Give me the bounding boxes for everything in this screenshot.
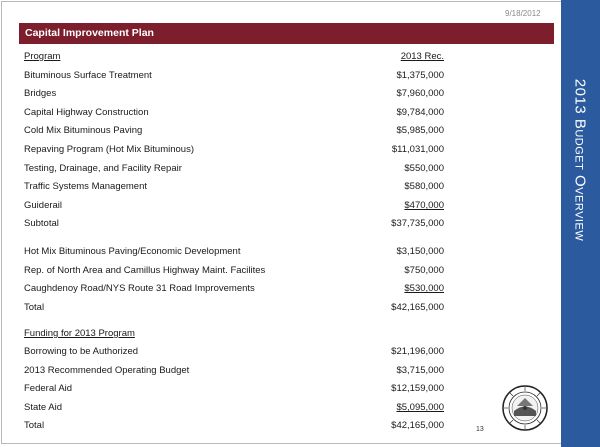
column-header-row xyxy=(24,50,444,64)
slide-date: 9/18/2012 xyxy=(505,9,541,18)
row-label: Capital Highway Construction xyxy=(24,107,149,118)
row-label: Caughdenoy Road/NYS Route 31 Road Improvements xyxy=(24,283,255,294)
side-title: 2013 Budget Overview xyxy=(571,78,589,242)
table-row xyxy=(24,364,444,378)
table-row xyxy=(24,106,444,120)
table-row xyxy=(24,124,444,138)
table-row xyxy=(24,282,444,296)
table-row xyxy=(24,345,444,359)
total-row xyxy=(24,419,444,433)
row-value: $530,000 xyxy=(404,283,444,294)
row-value: $3,715,000 xyxy=(396,365,444,376)
row-value: $470,000 xyxy=(404,200,444,211)
county-seal-icon xyxy=(501,384,549,432)
row-label: Hot Mix Bituminous Paving/Economic Development xyxy=(24,246,241,257)
table-row xyxy=(24,162,444,176)
row-label: Borrowing to be Authorized xyxy=(24,346,139,357)
row-label: Cold Mix Bituminous Paving xyxy=(24,125,143,136)
column-header-rec: 2013 Rec. xyxy=(400,51,444,62)
table-row xyxy=(24,143,444,157)
table-row xyxy=(24,199,444,213)
funding-header-row xyxy=(24,327,444,341)
row-label: Guiderail xyxy=(24,200,63,211)
row-value: $1,375,000 xyxy=(396,70,444,81)
row-label: Bituminous Surface Treatment xyxy=(24,70,152,81)
table-row xyxy=(24,264,444,278)
row-value: $21,196,000 xyxy=(391,346,444,357)
row-label: 2013 Recommended Operating Budget xyxy=(24,365,190,376)
row-value: $5,095,000 xyxy=(396,402,444,413)
funding-header: Funding for 2013 Program xyxy=(24,328,135,339)
table-row xyxy=(24,87,444,101)
row-value: $750,000 xyxy=(404,265,444,276)
subtotal-row xyxy=(24,217,444,231)
row-value: $12,159,000 xyxy=(391,383,444,394)
row-value: $550,000 xyxy=(404,163,444,174)
row-value: $580,000 xyxy=(404,181,444,192)
row-label: Testing, Drainage, and Facility Repair xyxy=(24,163,182,174)
table-row xyxy=(24,69,444,83)
table-row xyxy=(24,180,444,194)
row-label: State Aid xyxy=(24,402,63,413)
row-value: $37,735,000 xyxy=(391,218,444,229)
row-label: Subtotal xyxy=(24,218,59,229)
total-row xyxy=(24,301,444,315)
row-label: Rep. of North Area and Camillus Highway Maint. Facilites xyxy=(24,265,266,276)
row-value: $3,150,000 xyxy=(396,246,444,257)
row-label: Total xyxy=(24,302,45,313)
page-number: 13 xyxy=(476,426,484,433)
column-header-program: Program xyxy=(24,51,61,62)
row-label: Bridges xyxy=(24,88,57,99)
row-value: $5,985,000 xyxy=(396,125,444,136)
row-label: Traffic Systems Management xyxy=(24,181,148,192)
row-value: $7,960,000 xyxy=(396,88,444,99)
row-label: Federal Aid xyxy=(24,383,73,394)
row-label: Repaving Program (Hot Mix Bituminous) xyxy=(24,144,195,155)
table-row xyxy=(24,382,444,396)
table-row xyxy=(24,401,444,415)
row-value: $42,165,000 xyxy=(391,420,444,431)
row-label: Total xyxy=(24,420,45,431)
table-row xyxy=(24,245,444,259)
row-value: $9,784,000 xyxy=(396,107,444,118)
section-header: Capital Improvement Plan xyxy=(19,23,554,44)
row-value: $11,031,000 xyxy=(391,144,444,155)
row-value: $42,165,000 xyxy=(391,302,444,313)
